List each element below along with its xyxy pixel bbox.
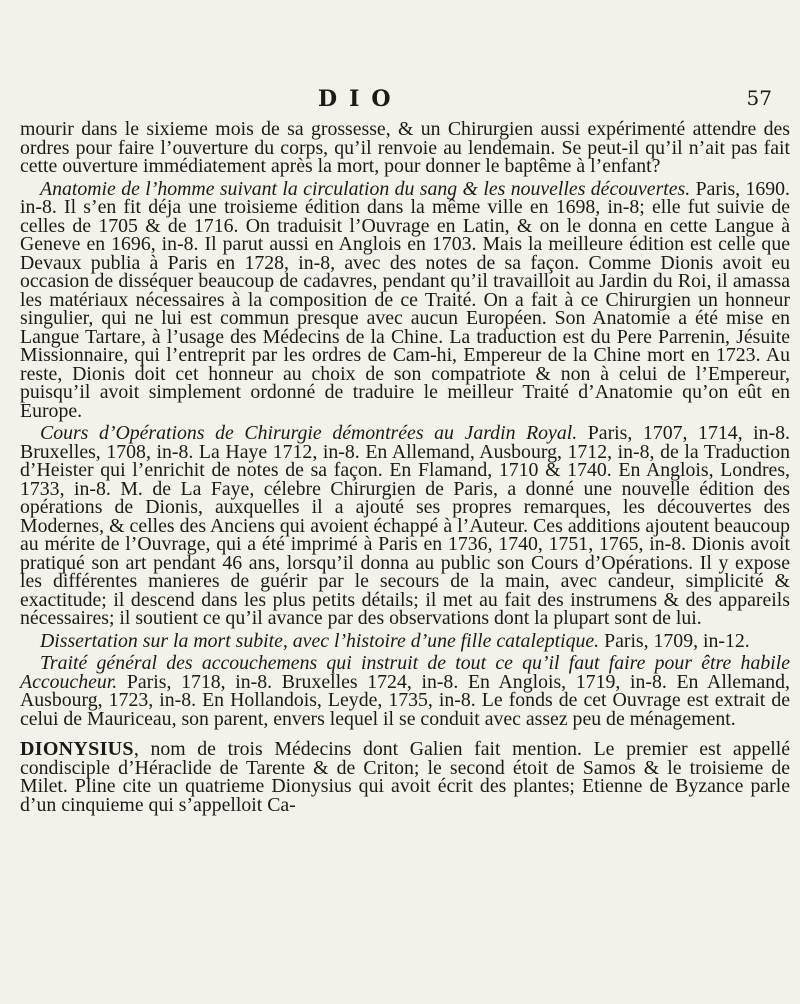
entry-body: Paris, 1718, in-8. Bruxelles 1724, in-8. En Anglois, 1719, in-8. En Allemand, Ausbourg, 1723, in-8. En Hollandois, Leyde, 1735, in-8. Le fonds de cet Ouvrage est extrait de celui de Mauriceau, son parent, envers lequel il se conduit avec assez peu de ménagement.: [20, 670, 790, 730]
page-number: 57: [746, 86, 772, 110]
entry-body: Paris, 1707, 1714, in-8. Bruxelles, 1708, in-8. La Haye 1712, in-8. En Allemand, Ausbourg, 1712, in-8, de la Traduction d’Heister qui l’enrichit de notes de sa façon. En Flamand, 1710 & 1740. En Anglois, Londres, 1733, in-8. M. de La Faye, célebre Chirurgien de Paris, a donné une nouvelle édition des opérations de Dionis, auxquelles il a ajouté ses propres remarques, les découvertes des Modernes, & celles des Anciens qui avoient échappé à l’Auteur. Ces additions ajoutent beaucoup au mérite de l’Ouvrage, qui a été imprimé à Paris en 1736, 1740, 1751, 1765, in-8. Dionis avoit pratiqué son art pendant 46 ans, lorsqu’il donna au public son Cours d’Opérations. Il y expose les différentes manieres de guérir par le secours de la main, avec candeur, simplicité & exactitude; il descend dans les plus petits détails; il met au fait des instrumens & des appareils nécessaires; il soutient ce qu’il avance par des observations dont la plupart sont de lui.: [20, 422, 790, 629]
entry-title: Anatomie de l’homme suivant la circulation du sang & les nouvelles découvertes.: [40, 177, 691, 200]
body-text: [20, 120, 790, 814]
running-title: DIO: [318, 86, 403, 112]
entry-dionysius: [20, 740, 790, 814]
entry-title: Traité général des accouchemens qui instruit de tout ce qu’il faut faire pour être habile Accoucheur.: [20, 652, 790, 693]
page-header: [18, 86, 772, 116]
entry-title: Cours d’Opérations de Chirurgie démontrées au Jardin Royal.: [40, 422, 578, 444]
entry-anatomie: [20, 177, 790, 422]
headword: DIONYSIUS: [20, 738, 134, 760]
entry-title: Dissertation sur la mort subite, avec l’histoire d’une fille cataleptique.: [40, 629, 600, 652]
entry-dissertation: [20, 629, 790, 652]
entry-cours-operations: [20, 424, 790, 628]
paragraph-continuation: mourir dans le sixieme mois de sa grossesse, & un Chirurgien aussi expérimenté attendre des ordres pour faire l’ouverture du corps, qu’il renvoie au lendemain. Se peut-il qu’il n’ait pas fait cette ouverture immédiatement après la mort, pour donner le baptême à l’enfant?: [20, 118, 790, 177]
entry-body: Paris, 1690. in-8. Il s’en fit déja une troisieme édition dans la même ville en 1698, in-8; elle fut suivie de celles de 1705 & de 1716. On traduisit l’Ouvrage en Latin, & on le donna en cette Langue à Geneve en 1696, in-8. Il parut aussi en Anglois en 1703. Mais la meilleure édition est celle que Devaux publia à Paris en 1728, in-8, avec des notes de sa façon. Comme Dionis avoit eu occasion de disséquer beaucoup de cadavres, pendant qu’il travailloit au Jardin du Roi, il amassa les matériaux nécessaires à la composition de ce Traité. On a fait à ce Chirurgien un honneur singulier, qui ne lui est commun presque avec aucun Européen. Son Anatomie a été mise en Langue Tartare, à l’usage des Médecins de la Chine. La traduction est du Pere Parrenin, Jésuite Missionnaire, qui l’entreprit par les ordres de Cam-hi, Empereur de la Chine mort en 1723. Au reste, Dionis doit cet honneur au choix de son compatriote & non à celui de l’Empereur, puisqu’il avoit simplement ordonné de traduire le meilleur Traité d’Anatomie qu’on eût en Europe.: [20, 177, 790, 422]
entry-traite-accouchemens: [20, 654, 790, 728]
entry-body: , nom de trois Médecins dont Galien fait mention. Le premier est appellé condisciple d’Héraclide de Tarente & de Criton; le second étoit de Samos & le troisieme de Milet. Pline cite un quatrieme Dionysius qui avoit écrit des plantes; Etienne de Byzance parle d’un cinquieme qui s’appelloit Ca-: [20, 738, 790, 816]
entry-body: Paris, 1709, in-12.: [599, 629, 750, 652]
